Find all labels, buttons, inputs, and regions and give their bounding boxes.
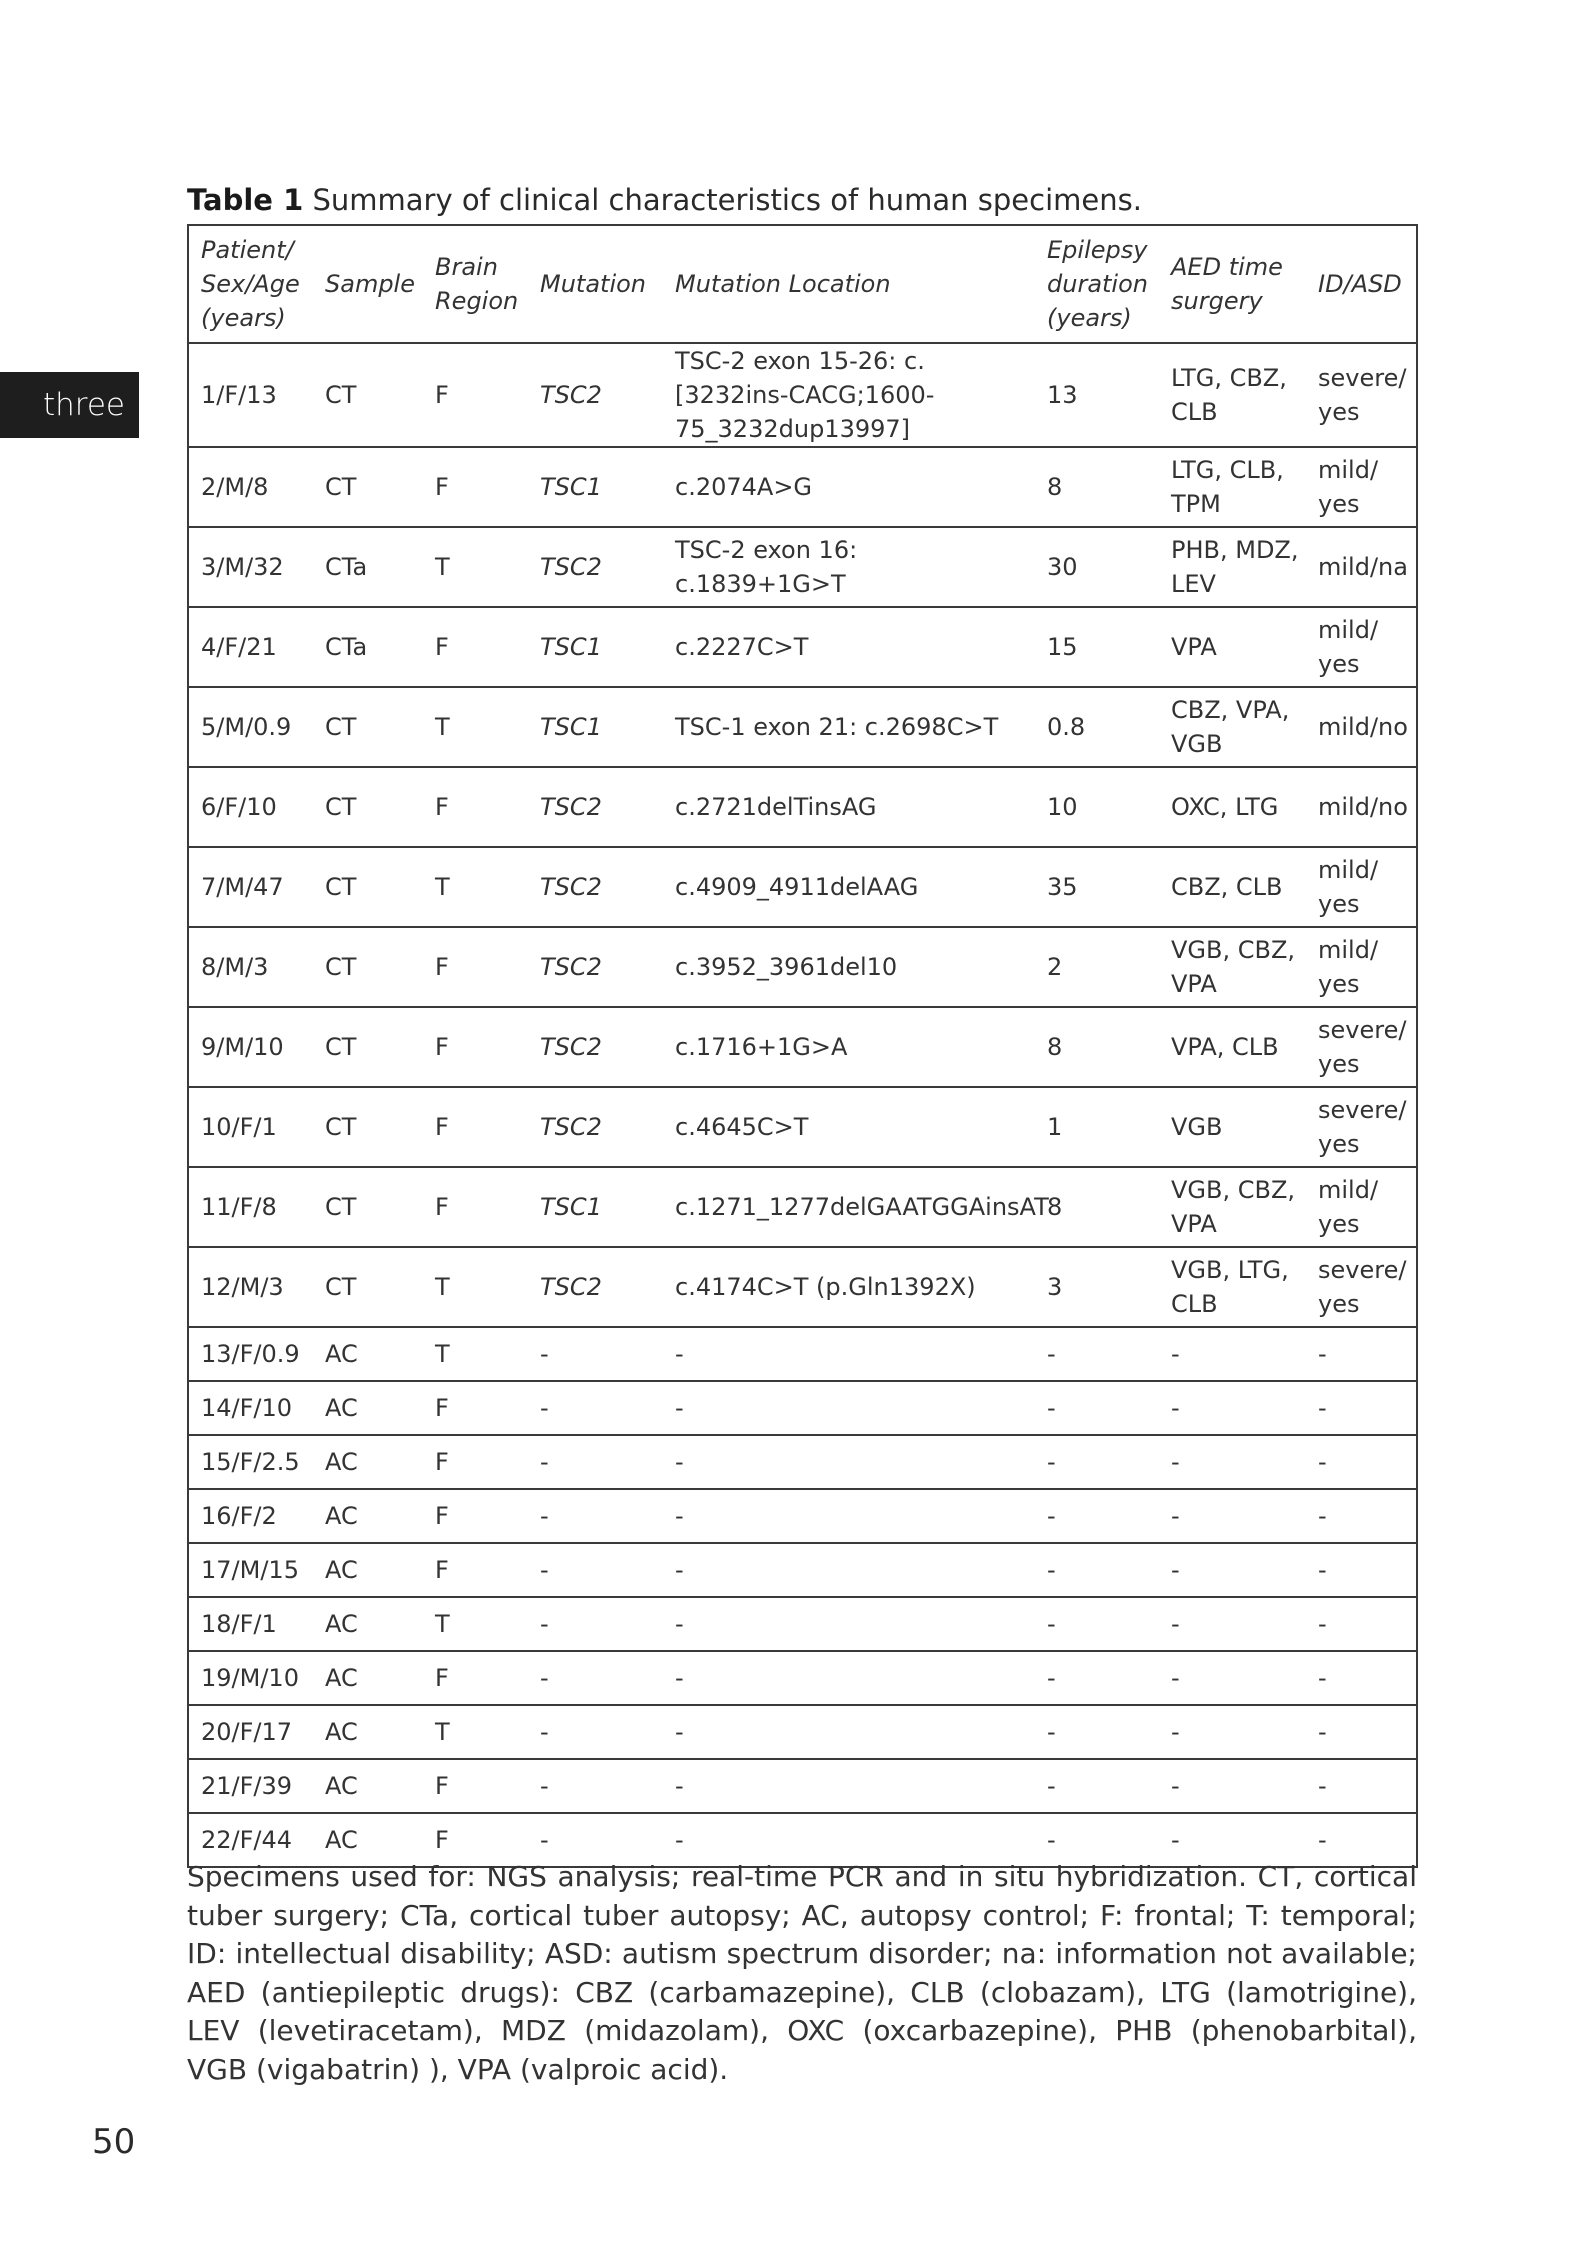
cell-id-asd: - (1306, 1759, 1417, 1813)
cell-sample: AC (313, 1597, 423, 1651)
cell-mutation: TSC2 (528, 527, 663, 607)
cell-mutation: TSC2 (528, 343, 663, 447)
cell-id-asd: mild/ yes (1306, 1167, 1417, 1247)
table-row (188, 767, 1417, 847)
cell-epilepsy-duration: - (1035, 1597, 1159, 1651)
cell-patient: 9/M/10 (188, 1007, 313, 1087)
cell-mutation: TSC2 (528, 1247, 663, 1327)
cell-aed: - (1159, 1597, 1306, 1651)
table-caption-text: Summary of clinical characteristics of human specimens. (312, 183, 1142, 217)
cell-aed: VPA (1159, 607, 1306, 687)
cell-sample: CT (313, 1087, 423, 1167)
table-row (188, 1543, 1417, 1597)
cell-patient: 3/M/32 (188, 527, 313, 607)
cell-mutation-location: c.4645C>T (663, 1087, 1035, 1167)
cell-sample: CT (313, 1167, 423, 1247)
cell-mutation-location: - (663, 1705, 1035, 1759)
cell-patient: 16/F/2 (188, 1489, 313, 1543)
cell-aed: - (1159, 1435, 1306, 1489)
header-patient: Patient/ Sex/Age (years) (188, 225, 313, 343)
cell-sample: CTa (313, 607, 423, 687)
cell-patient: 15/F/2.5 (188, 1435, 313, 1489)
cell-id-asd: - (1306, 1489, 1417, 1543)
cell-brain-region: F (423, 343, 528, 447)
cell-aed: VGB, LTG, CLB (1159, 1247, 1306, 1327)
cell-id-asd: mild/ yes (1306, 847, 1417, 927)
cell-patient: 10/F/1 (188, 1087, 313, 1167)
cell-epilepsy-duration: - (1035, 1759, 1159, 1813)
header-sample: Sample (313, 225, 423, 343)
header-mutation-location: Mutation Location (663, 225, 1035, 343)
cell-mutation: TSC1 (528, 447, 663, 527)
cell-patient: 19/M/10 (188, 1651, 313, 1705)
cell-epilepsy-duration: 15 (1035, 607, 1159, 687)
cell-mutation-location: c.4174C>T (p.Gln1392X) (663, 1247, 1035, 1327)
cell-mutation: TSC2 (528, 767, 663, 847)
cell-brain-region: F (423, 447, 528, 527)
cell-brain-region: F (423, 1813, 528, 1867)
table-row (188, 343, 1417, 447)
cell-aed: - (1159, 1543, 1306, 1597)
clinical-characteristics-table (187, 224, 1418, 1868)
cell-mutation-location: - (663, 1651, 1035, 1705)
cell-id-asd: mild/no (1306, 767, 1417, 847)
cell-id-asd: - (1306, 1543, 1417, 1597)
cell-id-asd: mild/ yes (1306, 447, 1417, 527)
cell-patient: 4/F/21 (188, 607, 313, 687)
cell-sample: AC (313, 1327, 423, 1381)
cell-id-asd: - (1306, 1651, 1417, 1705)
cell-epilepsy-duration: 10 (1035, 767, 1159, 847)
cell-sample: AC (313, 1543, 423, 1597)
cell-id-asd: - (1306, 1705, 1417, 1759)
table-row (188, 1705, 1417, 1759)
cell-mutation-location: c.4909_4911delAAG (663, 847, 1035, 927)
cell-brain-region: F (423, 1651, 528, 1705)
cell-mutation: - (528, 1435, 663, 1489)
cell-brain-region: T (423, 1247, 528, 1327)
cell-aed: LTG, CLB, TPM (1159, 447, 1306, 527)
table-row (188, 527, 1417, 607)
cell-mutation: TSC2 (528, 1087, 663, 1167)
header-mutation: Mutation (528, 225, 663, 343)
cell-aed: - (1159, 1705, 1306, 1759)
cell-epilepsy-duration: - (1035, 1489, 1159, 1543)
cell-sample: AC (313, 1813, 423, 1867)
cell-brain-region: F (423, 1007, 528, 1087)
cell-epilepsy-duration: 2 (1035, 927, 1159, 1007)
cell-aed: CBZ, CLB (1159, 847, 1306, 927)
cell-mutation-location: - (663, 1597, 1035, 1651)
table-row (188, 927, 1417, 1007)
cell-brain-region: T (423, 847, 528, 927)
cell-epilepsy-duration: - (1035, 1435, 1159, 1489)
cell-mutation: - (528, 1543, 663, 1597)
table-row (188, 1087, 1417, 1167)
cell-epilepsy-duration: - (1035, 1543, 1159, 1597)
cell-mutation-location: TSC-1 exon 21: c.2698C>T (663, 687, 1035, 767)
cell-epilepsy-duration: 8 (1035, 1007, 1159, 1087)
cell-mutation: TSC2 (528, 927, 663, 1007)
cell-id-asd: - (1306, 1435, 1417, 1489)
cell-patient: 11/F/8 (188, 1167, 313, 1247)
cell-patient: 2/M/8 (188, 447, 313, 527)
cell-mutation: - (528, 1327, 663, 1381)
table-row (188, 1167, 1417, 1247)
cell-aed: - (1159, 1489, 1306, 1543)
cell-id-asd: severe/ yes (1306, 1247, 1417, 1327)
table-caption (187, 180, 1417, 220)
table-footnote: Specimens used for: NGS analysis; real-time PCR and in situ hybridization. CT, cortical tuber surgery; CTa, cortical tuber autopsy; AC, autopsy control; F: frontal; T: temporal; ID: intellectual disability; ASD: autism spectrum disorder; na: information not available; AED (antiepileptic drugs): CBZ (carbamazepine), CLB (clobazam), LTG (lamotrigine), LEV (levetiracetam), MDZ (midazolam), OXC (oxcarbazepine), PHB (phenobarbital), VGB (vigabatrin) ), VPA (valproic acid). (187, 1860, 1417, 2086)
cell-mutation-location: - (663, 1759, 1035, 1813)
cell-brain-region: T (423, 687, 528, 767)
cell-mutation-location: c.2074A>G (663, 447, 1035, 527)
cell-sample: CT (313, 927, 423, 1007)
cell-mutation: - (528, 1705, 663, 1759)
cell-brain-region: F (423, 1543, 528, 1597)
cell-brain-region: F (423, 1087, 528, 1167)
cell-sample: CT (313, 447, 423, 527)
table-body (188, 343, 1417, 1867)
cell-mutation-location: TSC-2 exon 16: c.1839+1G>T (663, 527, 1035, 607)
table-caption-label: Table 1 (187, 183, 304, 217)
header-epilepsy-duration: Epilepsy duration (years) (1035, 225, 1159, 343)
cell-mutation-location: - (663, 1327, 1035, 1381)
cell-id-asd: - (1306, 1813, 1417, 1867)
cell-epilepsy-duration: 8 (1035, 1167, 1159, 1247)
cell-id-asd: mild/no (1306, 687, 1417, 767)
cell-aed: - (1159, 1327, 1306, 1381)
cell-mutation-location: TSC-2 exon 15-26: c.[3232ins-CACG;1600-75_3232dup13997] (663, 343, 1035, 447)
cell-patient: 13/F/0.9 (188, 1327, 313, 1381)
cell-sample: CT (313, 1247, 423, 1327)
table-row (188, 1651, 1417, 1705)
cell-mutation: TSC2 (528, 847, 663, 927)
cell-epilepsy-duration: 0.8 (1035, 687, 1159, 767)
cell-mutation: - (528, 1489, 663, 1543)
page-number: 50 (92, 2122, 136, 2162)
table-header-row (188, 225, 1417, 343)
cell-patient: 12/M/3 (188, 1247, 313, 1327)
cell-id-asd: - (1306, 1327, 1417, 1381)
table-row (188, 607, 1417, 687)
cell-patient: 5/M/0.9 (188, 687, 313, 767)
table-row (188, 447, 1417, 527)
cell-patient: 21/F/39 (188, 1759, 313, 1813)
table-row (188, 1381, 1417, 1435)
table-row (188, 1597, 1417, 1651)
cell-patient: 22/F/44 (188, 1813, 313, 1867)
cell-epilepsy-duration: 1 (1035, 1087, 1159, 1167)
cell-aed: - (1159, 1381, 1306, 1435)
cell-id-asd: mild/ yes (1306, 607, 1417, 687)
cell-patient: 7/M/47 (188, 847, 313, 927)
cell-aed: OXC, LTG (1159, 767, 1306, 847)
cell-sample: CT (313, 343, 423, 447)
cell-mutation-location: c.2721delTinsAG (663, 767, 1035, 847)
header-aed-time-surgery: AED time surgery (1159, 225, 1306, 343)
cell-epilepsy-duration: - (1035, 1381, 1159, 1435)
cell-sample: AC (313, 1489, 423, 1543)
cell-id-asd: mild/na (1306, 527, 1417, 607)
cell-epilepsy-duration: - (1035, 1651, 1159, 1705)
cell-aed: PHB, MDZ, LEV (1159, 527, 1306, 607)
cell-patient: 14/F/10 (188, 1381, 313, 1435)
cell-patient: 6/F/10 (188, 767, 313, 847)
cell-mutation: TSC1 (528, 1167, 663, 1247)
table-row (188, 687, 1417, 767)
cell-brain-region: F (423, 1435, 528, 1489)
cell-sample: CTa (313, 527, 423, 607)
cell-brain-region: F (423, 1489, 528, 1543)
cell-id-asd: mild/ yes (1306, 927, 1417, 1007)
table-row (188, 1759, 1417, 1813)
cell-epilepsy-duration: 35 (1035, 847, 1159, 927)
cell-epilepsy-duration: 30 (1035, 527, 1159, 607)
cell-sample: AC (313, 1435, 423, 1489)
cell-patient: 17/M/15 (188, 1543, 313, 1597)
cell-sample: AC (313, 1651, 423, 1705)
table-row (188, 1489, 1417, 1543)
cell-brain-region: T (423, 527, 528, 607)
cell-brain-region: T (423, 1705, 528, 1759)
cell-epilepsy-duration: - (1035, 1813, 1159, 1867)
cell-brain-region: F (423, 927, 528, 1007)
cell-sample: CT (313, 1007, 423, 1087)
cell-sample: AC (313, 1705, 423, 1759)
cell-id-asd: severe/ yes (1306, 1087, 1417, 1167)
table-row (188, 1435, 1417, 1489)
cell-mutation: - (528, 1813, 663, 1867)
cell-aed: LTG, CBZ, CLB (1159, 343, 1306, 447)
cell-brain-region: F (423, 1381, 528, 1435)
cell-patient: 20/F/17 (188, 1705, 313, 1759)
header-brain-region: Brain Region (423, 225, 528, 343)
chapter-tab: three (0, 372, 139, 438)
cell-aed: VGB, CBZ, VPA (1159, 927, 1306, 1007)
cell-aed: VGB (1159, 1087, 1306, 1167)
cell-brain-region: F (423, 607, 528, 687)
cell-mutation-location: c.2227C>T (663, 607, 1035, 687)
cell-patient: 8/M/3 (188, 927, 313, 1007)
cell-patient: 18/F/1 (188, 1597, 313, 1651)
cell-aed: - (1159, 1651, 1306, 1705)
cell-mutation-location: - (663, 1813, 1035, 1867)
header-id-asd: ID/ASD (1306, 225, 1417, 343)
cell-sample: AC (313, 1759, 423, 1813)
cell-mutation-location: c.1271_1277delGAATGGAinsAT (663, 1167, 1035, 1247)
cell-mutation-location: c.3952_3961del10 (663, 927, 1035, 1007)
cell-mutation-location: c.1716+1G>A (663, 1007, 1035, 1087)
cell-patient: 1/F/13 (188, 343, 313, 447)
cell-sample: CT (313, 687, 423, 767)
cell-aed: CBZ, VPA, VGB (1159, 687, 1306, 767)
table-row (188, 1007, 1417, 1087)
cell-brain-region: F (423, 1759, 528, 1813)
table-row (188, 847, 1417, 927)
cell-id-asd: - (1306, 1597, 1417, 1651)
cell-mutation: - (528, 1651, 663, 1705)
cell-mutation-location: - (663, 1381, 1035, 1435)
cell-id-asd: - (1306, 1381, 1417, 1435)
cell-aed: - (1159, 1759, 1306, 1813)
cell-mutation-location: - (663, 1543, 1035, 1597)
cell-id-asd: severe/ yes (1306, 1007, 1417, 1087)
cell-aed: - (1159, 1813, 1306, 1867)
cell-epilepsy-duration: 3 (1035, 1247, 1159, 1327)
cell-mutation-location: - (663, 1489, 1035, 1543)
cell-sample: CT (313, 847, 423, 927)
cell-mutation: TSC1 (528, 607, 663, 687)
cell-brain-region: T (423, 1597, 528, 1651)
cell-epilepsy-duration: 13 (1035, 343, 1159, 447)
cell-mutation: TSC2 (528, 1007, 663, 1087)
cell-sample: CT (313, 767, 423, 847)
cell-aed: VGB, CBZ, VPA (1159, 1167, 1306, 1247)
cell-mutation: TSC1 (528, 687, 663, 767)
cell-brain-region: F (423, 767, 528, 847)
cell-epilepsy-duration: - (1035, 1705, 1159, 1759)
cell-id-asd: severe/ yes (1306, 343, 1417, 447)
cell-brain-region: F (423, 1167, 528, 1247)
cell-epilepsy-duration: - (1035, 1327, 1159, 1381)
cell-epilepsy-duration: 8 (1035, 447, 1159, 527)
cell-mutation: - (528, 1597, 663, 1651)
cell-mutation-location: - (663, 1435, 1035, 1489)
cell-brain-region: T (423, 1327, 528, 1381)
cell-mutation: - (528, 1759, 663, 1813)
cell-aed: VPA, CLB (1159, 1007, 1306, 1087)
table-row (188, 1247, 1417, 1327)
cell-sample: AC (313, 1381, 423, 1435)
table-row (188, 1327, 1417, 1381)
cell-mutation: - (528, 1381, 663, 1435)
